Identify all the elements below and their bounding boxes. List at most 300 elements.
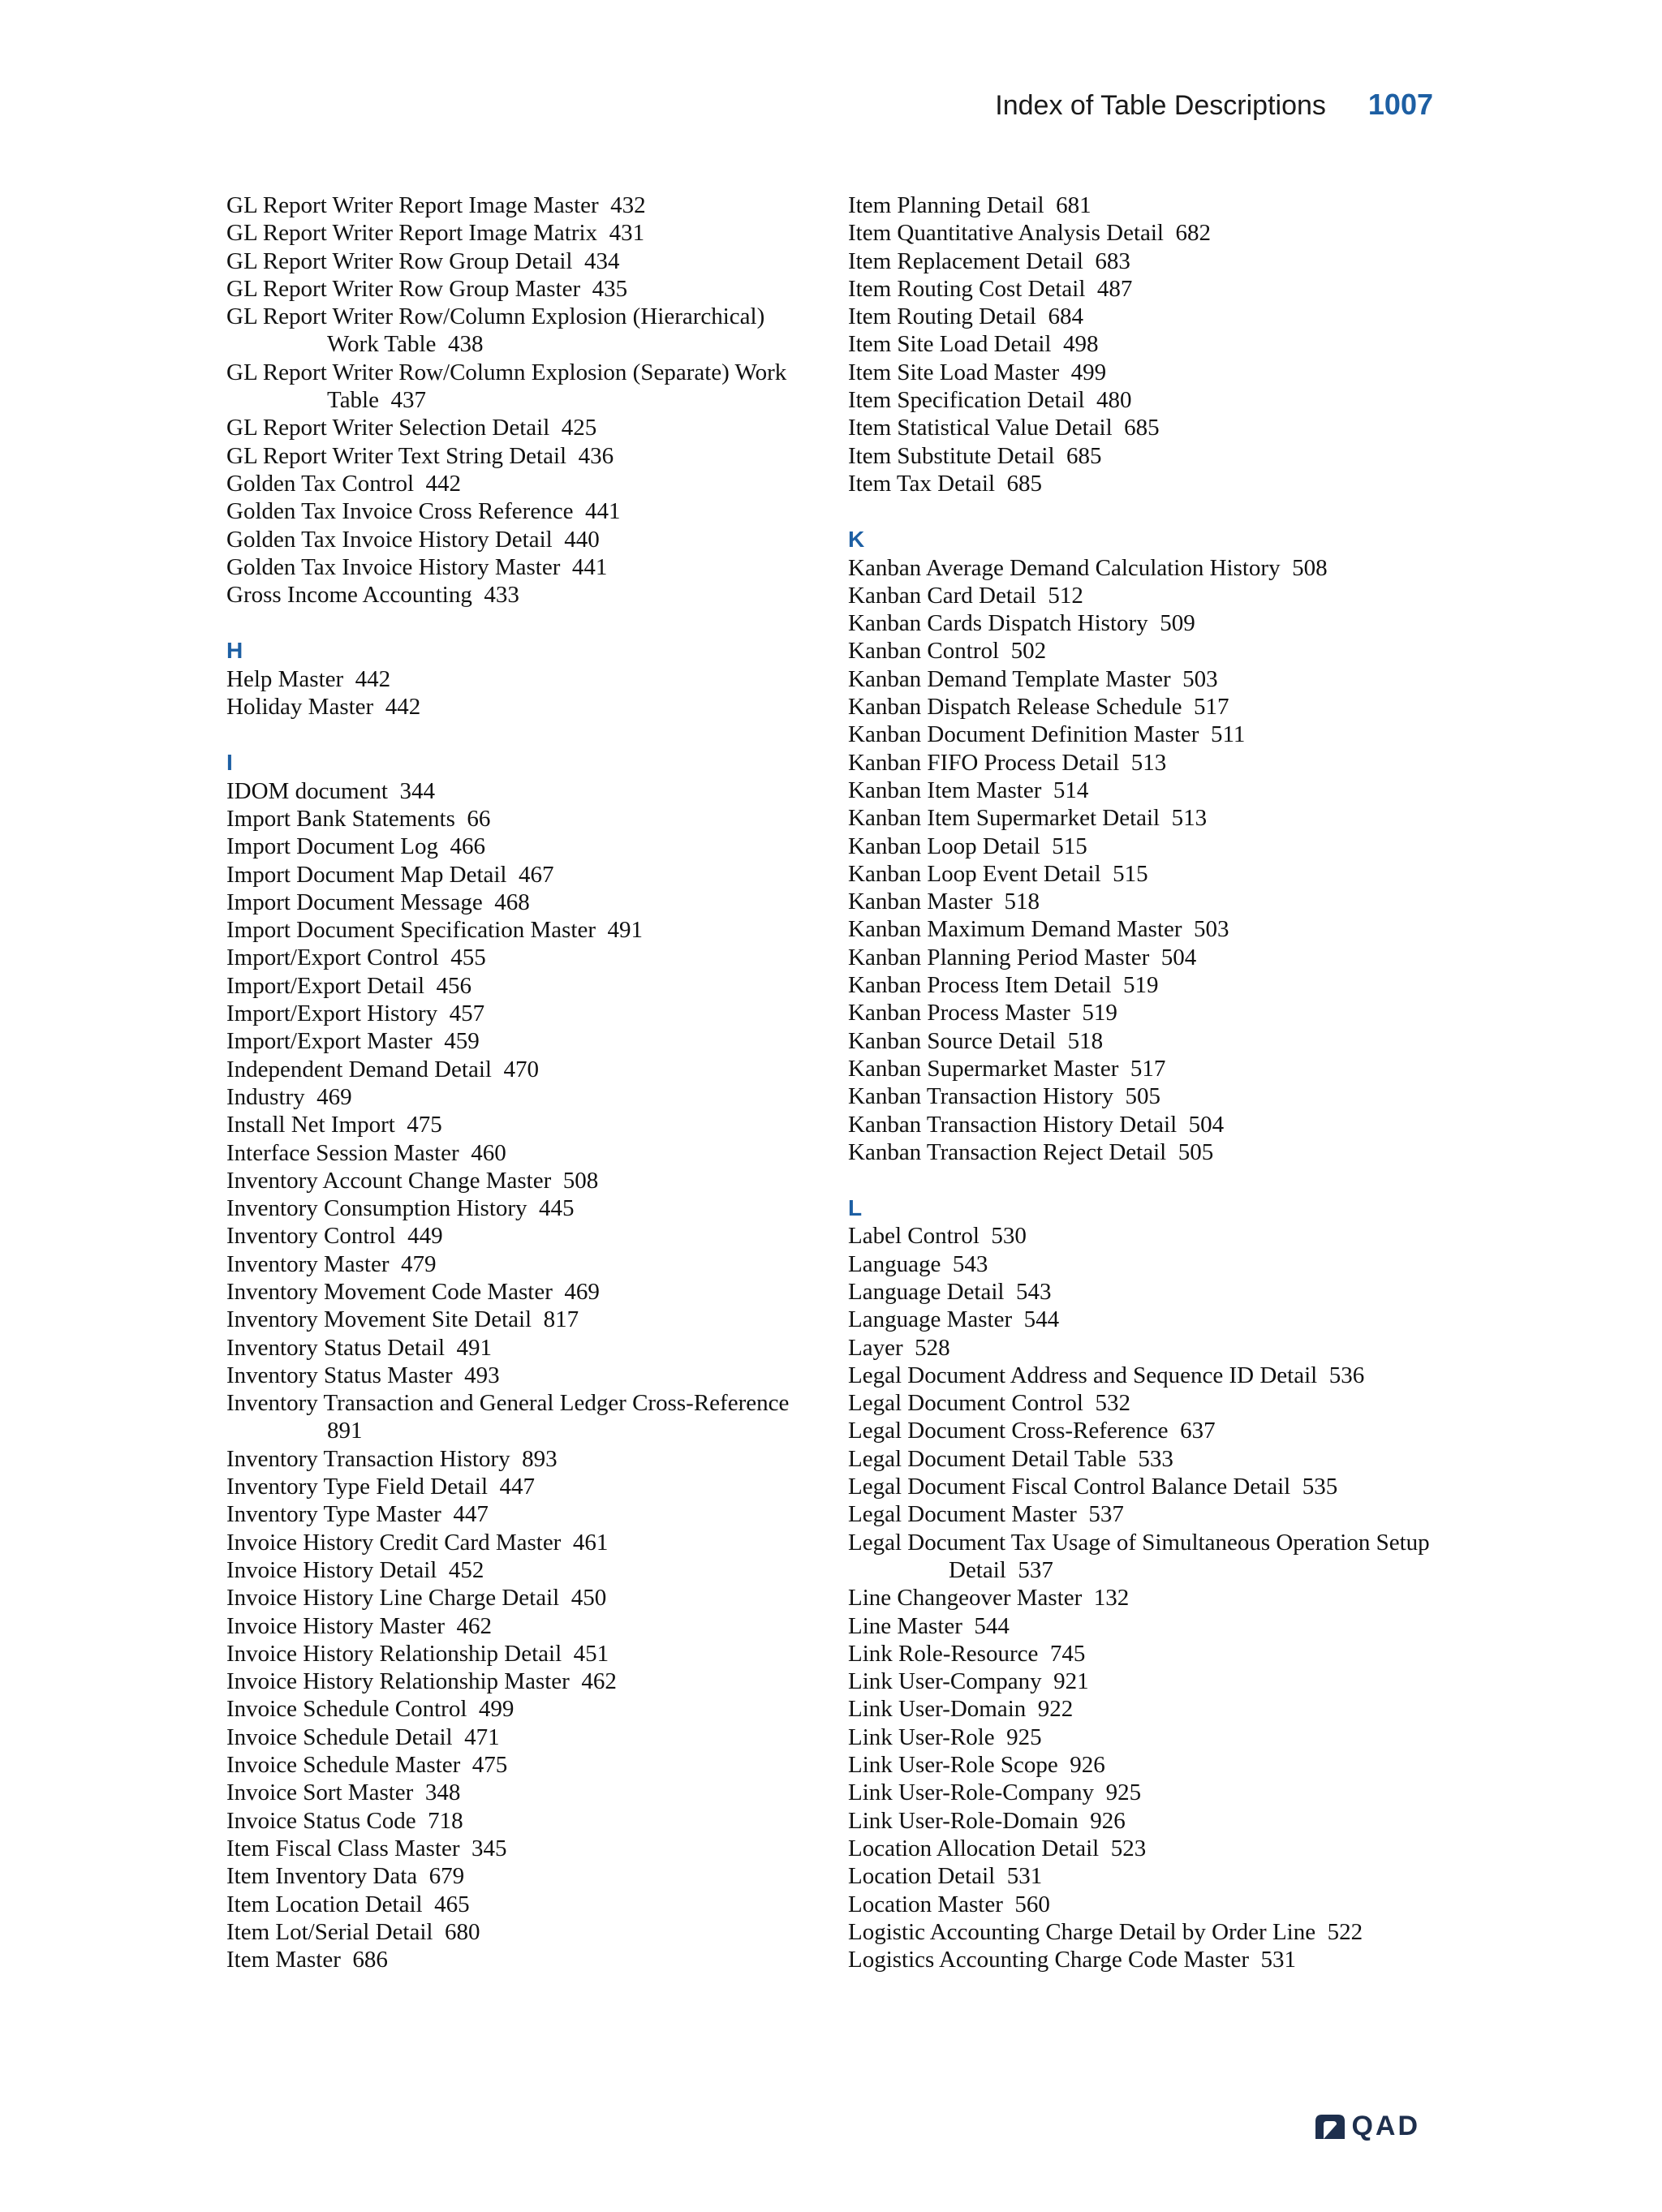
index-entry [848, 804, 1440, 832]
entry-term: Legal Document Master [848, 1501, 1077, 1528]
entry-page: 515 [1113, 860, 1148, 887]
entry-page: 685 [1066, 442, 1102, 469]
index-section-k [848, 525, 1440, 1166]
entry-term: Golden Tax Invoice History Detail [226, 526, 553, 553]
entry-term: Kanban Item Supermarket Detail [848, 805, 1160, 832]
entry-page: 528 [915, 1334, 950, 1361]
index-entry [226, 1278, 811, 1306]
index-entry [226, 1167, 811, 1194]
entry-term: Label Control [848, 1223, 980, 1250]
index-entry [848, 1082, 1440, 1110]
index-entry [226, 916, 811, 944]
entry-page: 467 [519, 861, 554, 888]
entry-page: 499 [478, 1696, 515, 1723]
entry-term: Golden Tax Invoice Cross Reference [226, 498, 574, 525]
index-entry [848, 1668, 1440, 1695]
entry-term: Industry [226, 1083, 305, 1110]
entry-term: Legal Document Address and Sequence ID Detail [848, 1362, 1318, 1388]
index-entry [848, 1612, 1440, 1640]
index-group-h-entries [226, 665, 811, 721]
entry-page: 518 [1004, 889, 1040, 915]
running-header [995, 88, 1433, 122]
entry-page: 451 [573, 1640, 609, 1667]
entry-term: Item Master [226, 1947, 341, 1973]
entry-page: 504 [1160, 944, 1197, 970]
entry-page: 465 [434, 1891, 470, 1917]
entry-page: 491 [607, 917, 644, 944]
entry-page: 922 [1037, 1696, 1074, 1723]
index-entry [226, 1807, 811, 1835]
entry-page: 433 [484, 582, 519, 609]
entry-term: Link User-Domain [848, 1696, 1027, 1723]
entry-term: Invoice History Relationship Master [226, 1668, 570, 1695]
entry-page: 442 [425, 470, 462, 497]
entry-page: 891 [327, 1418, 363, 1444]
index-entry [226, 1362, 811, 1389]
index-entry [226, 1556, 811, 1584]
index-entry [226, 470, 811, 497]
entry-term: Independent Demand Detail [226, 1056, 492, 1082]
entry-term: Interface Session Master [226, 1139, 459, 1166]
entry-term: Inventory Consumption History [226, 1195, 527, 1222]
entry-page: 434 [584, 247, 620, 274]
index-entry [848, 1807, 1440, 1835]
index-entry [848, 1445, 1440, 1473]
header-title: Index of Table Descriptions [995, 90, 1326, 121]
index-entry [848, 999, 1440, 1026]
index-column-right [848, 192, 1440, 1973]
entry-page: 460 [471, 1139, 506, 1166]
entry-term: Link Role-Resource [848, 1640, 1039, 1667]
index-group-i-continued-entries [848, 192, 1440, 497]
index-entry [848, 1751, 1440, 1779]
index-entry [226, 1000, 811, 1027]
index-entry [848, 888, 1440, 915]
index-entry [226, 1724, 811, 1751]
index-entry [848, 1695, 1440, 1723]
index-entry [226, 777, 811, 805]
entry-term: GL Report Writer Row Group Detail [226, 247, 573, 274]
entry-page: 504 [1188, 1111, 1225, 1138]
entry-term: Location Master [848, 1891, 1003, 1917]
entry-term: Invoice History Relationship Detail [226, 1640, 562, 1667]
index-entry [848, 637, 1440, 665]
entry-term: Invoice History Master [226, 1612, 445, 1639]
entry-term: Import Document Map Detail [226, 861, 507, 888]
entry-term: Item Lot/Serial Detail [226, 1918, 433, 1945]
entry-term: Link User-Role-Domain [848, 1807, 1079, 1834]
index-entry [848, 777, 1440, 804]
index-entry [226, 1891, 811, 1918]
index-entry [226, 1668, 811, 1695]
entry-term: Kanban Cards Dispatch History [848, 610, 1148, 637]
entry-term: GL Report Writer Row Group Master [226, 275, 581, 302]
index-entry [848, 414, 1440, 441]
section-letter: H [226, 638, 243, 664]
qad-logo-icon [1314, 2113, 1346, 2141]
entry-page: 432 [610, 192, 646, 218]
entry-page: 450 [571, 1585, 607, 1612]
entry-term: Inventory Type Field Detail [226, 1474, 489, 1500]
section-letter: L [848, 1195, 863, 1221]
index-entry [848, 1027, 1440, 1055]
entry-term: Inventory Transaction and General Ledger Cross-Reference [226, 1390, 790, 1417]
index-entry [226, 1445, 811, 1473]
index-entry [848, 1918, 1440, 1946]
index-entry [226, 581, 811, 609]
index-entry [848, 1862, 1440, 1890]
entry-term: Help Master [226, 665, 344, 692]
index-entry [226, 1056, 811, 1083]
entry-term: Kanban Document Definition Master [848, 721, 1199, 748]
entry-page: 447 [499, 1474, 536, 1500]
entry-page: 637 [1180, 1418, 1216, 1444]
entry-term: Language Detail [848, 1278, 1005, 1305]
entry-page: 344 [399, 777, 435, 804]
index-entry [848, 971, 1440, 999]
entry-page: 437 [390, 387, 426, 414]
entry-term: Invoice Schedule Master [226, 1752, 461, 1779]
index-entry [226, 665, 811, 693]
index-entry [848, 1724, 1440, 1751]
entry-page: 452 [448, 1556, 484, 1583]
index-entry [848, 860, 1440, 888]
entry-page: 519 [1123, 972, 1159, 999]
section-letter: I [226, 750, 233, 776]
index-entry [848, 833, 1440, 860]
index-entry [226, 275, 811, 303]
entry-page: 471 [464, 1724, 500, 1750]
index-entry [226, 944, 811, 971]
entry-page: 436 [578, 442, 614, 469]
entry-page: 517 [1130, 1055, 1166, 1082]
entry-page: 517 [1194, 694, 1229, 721]
index-entry [226, 303, 811, 359]
entry-term: Item Site Load Detail [848, 331, 1052, 358]
index-entry [848, 470, 1440, 497]
entry-page: 441 [584, 498, 621, 525]
entry-term: Kanban Transaction Reject Detail [848, 1138, 1167, 1165]
entry-page: 535 [1302, 1474, 1338, 1500]
entry-term: Kanban Average Demand Calculation History [848, 554, 1281, 581]
entry-term: Kanban Transaction History [848, 1083, 1114, 1110]
index-entry [226, 972, 811, 1000]
entry-page: 518 [1067, 1027, 1104, 1054]
entry-page: 475 [407, 1112, 442, 1138]
entry-term: Legal Document Tax Usage of Simultaneous Operation Setup Detail [848, 1529, 1430, 1583]
entry-page: 445 [539, 1195, 575, 1222]
entry-page: 468 [494, 889, 530, 915]
entry-page: 509 [1160, 610, 1195, 637]
entry-term: Kanban Master [848, 889, 992, 915]
index-entry [848, 1111, 1440, 1138]
entry-page: 461 [572, 1529, 609, 1556]
entry-term: Invoice Status Code [226, 1807, 416, 1834]
index-entry [226, 693, 811, 721]
entry-term: Inventory Master [226, 1250, 390, 1277]
entry-term: Import Document Log [226, 833, 438, 860]
entry-page: 498 [1062, 331, 1099, 358]
entry-page: 515 [1052, 833, 1087, 859]
entry-term: Language Master [848, 1306, 1013, 1333]
index-group-i-entries [226, 777, 811, 1974]
index-entry [848, 1362, 1440, 1389]
index-entry [848, 1055, 1440, 1082]
entry-term: Gross Income Accounting [226, 582, 472, 609]
entry-page: 469 [316, 1083, 352, 1110]
entry-page: 682 [1175, 220, 1211, 247]
entry-term: Line Master [848, 1612, 962, 1639]
entry-page: 487 [1096, 275, 1133, 302]
entry-page: 680 [444, 1918, 480, 1945]
index-entry [226, 1222, 811, 1250]
entry-page: 442 [385, 694, 421, 721]
index-entry [226, 1751, 811, 1779]
index-entry [848, 1946, 1440, 1973]
entry-term: Item Site Load Master [848, 359, 1060, 385]
index-entry [848, 303, 1440, 330]
index-group-g-entries [226, 192, 811, 609]
index-entry [226, 359, 811, 415]
index-group-l-entries [848, 1222, 1440, 1973]
entry-page: 544 [1023, 1306, 1060, 1333]
entry-page: 441 [571, 553, 608, 580]
index-entry [226, 861, 811, 889]
entry-term: Inventory Type Master [226, 1501, 441, 1528]
entry-term: Legal Document Cross-Reference [848, 1418, 1169, 1444]
entry-term: Import/Export Detail [226, 972, 425, 999]
entry-page: 893 [522, 1445, 558, 1472]
entry-page: 508 [562, 1167, 599, 1194]
entry-page: 685 [1006, 470, 1043, 497]
entry-term: GL Report Writer Report Image Matrix [226, 220, 598, 247]
entry-page: 345 [471, 1835, 507, 1861]
entry-term: Import/Export Master [226, 1028, 433, 1055]
entry-page: 745 [1049, 1640, 1086, 1667]
index-entry [848, 1584, 1440, 1612]
entry-page: 512 [1048, 582, 1083, 609]
entry-page: 66 [467, 805, 491, 832]
entry-page: 425 [561, 415, 597, 441]
entry-page: 459 [444, 1028, 480, 1055]
entry-page: 536 [1328, 1362, 1365, 1388]
index-entry [226, 414, 811, 441]
entry-page: 523 [1110, 1835, 1147, 1861]
entry-page: 926 [1070, 1752, 1105, 1779]
index-entry [226, 247, 811, 275]
index-entry [226, 1946, 811, 1973]
entry-term: Kanban Maximum Demand Master [848, 916, 1182, 943]
entry-term: Item Tax Detail [848, 470, 996, 497]
index-entry [848, 1389, 1440, 1417]
index-entry [226, 1111, 811, 1138]
entry-page: 462 [456, 1612, 492, 1639]
entry-term: Item Replacement Detail [848, 247, 1083, 274]
index-entry [226, 1779, 811, 1806]
index-entry [848, 554, 1440, 582]
entry-term: Inventory Status Master [226, 1362, 453, 1388]
entry-page: 348 [424, 1779, 461, 1806]
entry-term: Layer [848, 1334, 903, 1361]
index-entry [226, 1500, 811, 1528]
entry-term: Holiday Master [226, 694, 374, 721]
index-entry [848, 1250, 1440, 1278]
entry-term: Item Fiscal Class Master [226, 1835, 460, 1861]
entry-page: 513 [1171, 805, 1208, 832]
entry-page: 447 [453, 1501, 489, 1528]
index-entry [226, 1584, 811, 1612]
entry-term: Language [848, 1250, 941, 1277]
entry-term: Import/Export Control [226, 945, 439, 971]
entry-page: 686 [352, 1947, 388, 1973]
entry-term: Kanban Dispatch Release Schedule [848, 694, 1182, 721]
entry-page: 466 [450, 833, 485, 860]
index-entry [848, 609, 1440, 637]
entry-page: 921 [1053, 1668, 1089, 1695]
entry-term: GL Report Writer Row/Column Explosion (Hierarchical) Work Table [226, 303, 765, 358]
entry-term: Item Inventory Data [226, 1863, 418, 1890]
entry-page: 683 [1095, 247, 1130, 274]
index-entry [848, 1835, 1440, 1862]
index-entry [226, 1194, 811, 1222]
entry-page: 505 [1178, 1138, 1214, 1165]
entry-page: 543 [952, 1250, 988, 1277]
entry-page: 684 [1048, 303, 1083, 330]
index-entry [848, 1500, 1440, 1528]
index-entry [226, 1695, 811, 1723]
entry-page: 502 [1010, 638, 1047, 665]
entry-term: Item Quantitative Analysis Detail [848, 220, 1164, 247]
entry-page: 531 [1260, 1947, 1296, 1973]
index-entry [226, 889, 811, 916]
entry-term: Legal Document Detail Table [848, 1445, 1126, 1472]
entry-term: Item Location Detail [226, 1891, 423, 1917]
entry-term: Import Bank Statements [226, 805, 455, 832]
index-entry [848, 330, 1440, 358]
index-entry [848, 1222, 1440, 1250]
entry-term: Kanban Process Master [848, 1000, 1070, 1026]
entry-term: Invoice History Line Charge Detail [226, 1585, 560, 1612]
index-entry [226, 526, 811, 553]
entry-page: 480 [1096, 387, 1132, 414]
entry-term: Item Substitute Detail [848, 442, 1055, 469]
entry-page: 543 [1015, 1278, 1052, 1305]
entry-page: 469 [564, 1278, 600, 1305]
entry-page: 532 [1095, 1390, 1130, 1417]
index-entry [848, 359, 1440, 386]
entry-term: Kanban Loop Event Detail [848, 860, 1101, 887]
entry-page: 449 [407, 1223, 443, 1250]
index-entry [848, 1473, 1440, 1500]
index-entry [226, 1139, 811, 1167]
entry-term: Item Routing Detail [848, 303, 1036, 330]
entry-term: Inventory Movement Site Detail [226, 1306, 532, 1333]
entry-term: Link User-Company [848, 1668, 1042, 1695]
entry-term: Inventory Status Detail [226, 1334, 446, 1361]
index-entry [848, 915, 1440, 943]
index-entry [226, 1612, 811, 1640]
index-entry [226, 1862, 811, 1890]
entry-page: 718 [428, 1807, 463, 1834]
index-entry [848, 1891, 1440, 1918]
entry-page: 505 [1125, 1083, 1161, 1110]
entry-term: Logistic Accounting Charge Detail by Order Line [848, 1918, 1316, 1945]
entry-page: 475 [471, 1752, 508, 1779]
entry-page: 455 [450, 945, 486, 971]
entry-page: 470 [503, 1056, 539, 1082]
index-entry [226, 442, 811, 470]
entry-page: 503 [1182, 665, 1218, 692]
entry-term: Location Detail [848, 1863, 996, 1890]
index-entry [226, 1473, 811, 1500]
entry-page: 493 [464, 1362, 500, 1388]
entry-page: 438 [447, 331, 484, 358]
entry-page: 491 [456, 1334, 493, 1361]
entry-page: 499 [1070, 359, 1107, 385]
entry-term: Invoice Sort Master [226, 1779, 414, 1806]
entry-term: Inventory Control [226, 1223, 396, 1250]
entry-page: 531 [1006, 1863, 1043, 1890]
entry-term: Inventory Account Change Master [226, 1167, 552, 1194]
entry-page: 479 [401, 1250, 437, 1277]
index-entry [848, 1640, 1440, 1668]
entry-term: Location Allocation Detail [848, 1835, 1100, 1861]
entry-page: 442 [355, 665, 391, 692]
index-entry [848, 219, 1440, 247]
entry-term: Item Specification Detail [848, 387, 1085, 414]
index-entry [848, 1138, 1440, 1166]
index-entry [848, 386, 1440, 414]
index-entry [226, 1529, 811, 1556]
entry-term: Invoice Schedule Detail [226, 1724, 453, 1750]
entry-page: 511 [1210, 721, 1246, 748]
index-group-k-entries [848, 554, 1440, 1167]
index-entry [848, 1278, 1440, 1306]
entry-term: GL Report Writer Report Image Master [226, 192, 599, 218]
entry-term: Kanban Demand Template Master [848, 665, 1171, 692]
entry-page: 513 [1130, 749, 1167, 776]
entry-page: 537 [1018, 1556, 1053, 1583]
entry-page: 925 [1105, 1779, 1142, 1806]
entry-term: GL Report Writer Text String Detail [226, 442, 567, 469]
entry-term: Logistics Accounting Charge Code Master [848, 1947, 1249, 1973]
entry-term: Import Document Message [226, 889, 483, 915]
page-number: 1007 [1367, 88, 1433, 121]
index-entry [226, 497, 811, 525]
entry-term: Legal Document Fiscal Control Balance Detail [848, 1474, 1291, 1500]
entry-term: Kanban Loop Detail [848, 833, 1040, 859]
entry-page: 925 [1006, 1724, 1042, 1750]
entry-term: Link User-Role-Company [848, 1779, 1095, 1806]
entry-page: 681 [1056, 192, 1091, 218]
entry-page: 431 [609, 220, 645, 247]
index-entry [848, 442, 1440, 470]
index-entry [226, 1389, 811, 1445]
index-entry [848, 1529, 1440, 1585]
entry-term: Kanban FIFO Process Detail [848, 749, 1120, 776]
index-entry [848, 582, 1440, 609]
index-entry [848, 1306, 1440, 1333]
index-section-l [848, 1194, 1440, 1973]
entry-page: 533 [1138, 1445, 1173, 1472]
index-entry [848, 1779, 1440, 1806]
index-entry [226, 1334, 811, 1362]
index-entry [848, 192, 1440, 219]
index-entry [226, 1835, 811, 1862]
entry-term: Golden Tax Invoice History Master [226, 553, 561, 580]
logo-text: QAD [1351, 2111, 1420, 2141]
entry-page: 685 [1124, 415, 1160, 441]
